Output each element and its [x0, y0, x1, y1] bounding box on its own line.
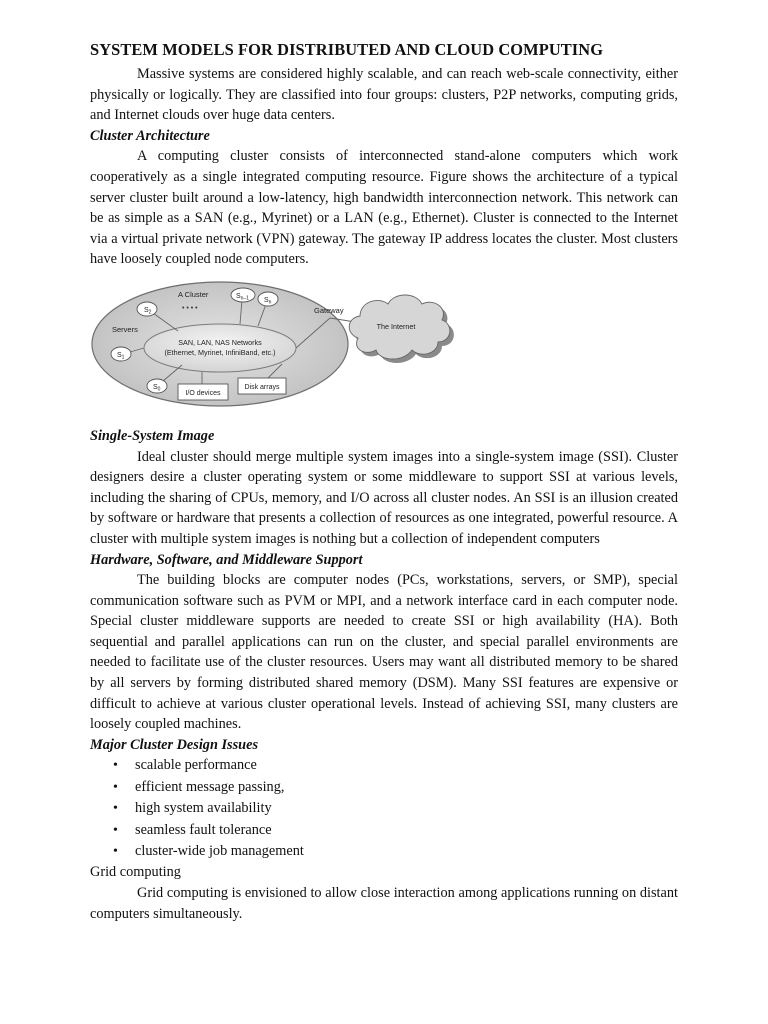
- design-issues-list: [90, 755, 678, 862]
- internet-cloud: [349, 295, 454, 363]
- node-sn-1: [231, 288, 255, 302]
- node-s0-sub: 0: [157, 386, 161, 393]
- node-s0-label: S: [153, 383, 158, 391]
- list-item: • efficient message passing,: [90, 777, 678, 798]
- ssi-paragraph: Ideal cluster should merge multiple system images into a single-system image (SSI). Cluster designers desire a cluster operating system or some middleware to support SSI at various levels, including the sharing of CPUs, memory, and I/O across all cluster nodes. An SSI is an illusion created by software or hardware that presents a collection of resources as one integrated, powerful resource. A cluster with multiple system images is nothing but a collection of independent computers: [90, 448, 678, 547]
- cluster-architecture-heading: Cluster Architecture: [90, 127, 210, 144]
- io-devices-label: I/O devices: [185, 389, 221, 397]
- node-s1-label: S: [117, 351, 122, 359]
- servers-label: Servers: [112, 324, 138, 334]
- cluster-architecture-paragraph: A computing cluster consists of interconnected stand-alone computers which work cooperatively as a single integrated computing resource. Figure shows the architecture of a typical server cluster built around a low-latency, high bandwidth interconnection network. This network can be as simple as a SAN (e.g., Myrinet) or a LAN (e.g., Ethernet). Cluster is connected to the Internet via a virtual private network (VPN) gateway. The gateway IP address locates the cluster. Most clusters have loosely coupled node computers.: [90, 148, 678, 268]
- ssi-heading: Single-System Image: [90, 427, 215, 444]
- cluster-diagram: [90, 276, 670, 416]
- node-sn: [258, 292, 278, 306]
- hw-sw-heading: Hardware, Software, and Middleware Support: [90, 551, 363, 568]
- node-sn-sub: n: [268, 299, 272, 306]
- design-issues-heading: Major Cluster Design Issues: [90, 736, 259, 753]
- list-item: • seamless fault tolerance: [90, 820, 678, 841]
- document-page: [90, 38, 678, 925]
- node-s1: [111, 347, 131, 361]
- node-s0: [147, 379, 167, 393]
- list-item: • high system availability: [90, 798, 678, 819]
- node-s2: [137, 302, 157, 316]
- grid-computing-heading: Grid computing: [90, 864, 181, 881]
- node-sn-label: S: [264, 296, 269, 304]
- node-s2-sub: 2: [148, 309, 152, 316]
- network-label-line1: SAN, LAN, NAS Networks: [178, 337, 262, 347]
- disk-arrays-box: [238, 378, 286, 394]
- list-item: • cluster-wide job management: [90, 841, 678, 862]
- hw-sw-paragraph: The building blocks are computer nodes (PCs, workstations, servers, or SMP), special communication software such as PVM or MPI, and a network interface card in each computer node. Special cluster middleware supports are needed to create SSI or high availability (HA). Both sequential and parallel applications can run on the cluster, and special parallel environments are needed to facilitate use of the cluster resources. Users may want all distributed memory to be shared by all servers by forming distributed shared memory (DSM). Many SSI features are expensive or difficult to achieve at various cluster operational levels. Instead of achieving SSI, many clusters are loosely coupled machines.: [90, 572, 678, 733]
- network-label-line2: (Ethernet, Myrinet, InfiniBand, etc.): [164, 347, 276, 357]
- list-item: • scalable performance: [90, 755, 678, 776]
- node-s2-label: S: [144, 306, 149, 314]
- grid-computing-paragraph: Grid computing is envisioned to allow close interaction among applications running on distant computers simultaneously.: [90, 885, 678, 923]
- node-sn-1-sub: n–1: [240, 295, 250, 302]
- internet-label: The Internet: [376, 321, 416, 331]
- cluster-label: A Cluster: [178, 289, 209, 299]
- page-title: SYSTEM MODELS FOR DISTRIBUTED AND CLOUD COMPUTING: [90, 40, 604, 59]
- disk-arrays-label: Disk arrays: [244, 383, 280, 391]
- io-devices-box: [178, 384, 228, 400]
- ellipsis-dots: • • • •: [182, 304, 198, 312]
- intro-paragraph: Massive systems are considered highly scalable, and can reach web-scale connectivity, either physically or logically. They are classified into four groups: clusters, P2P networks, computing grids, and Internet clouds over huge data centers.: [90, 66, 678, 124]
- gateway-label: Gateway: [314, 305, 344, 315]
- node-sn-1-label: S: [236, 292, 241, 300]
- node-s1-sub: 1: [121, 354, 125, 361]
- cluster-architecture-figure: [90, 276, 670, 416]
